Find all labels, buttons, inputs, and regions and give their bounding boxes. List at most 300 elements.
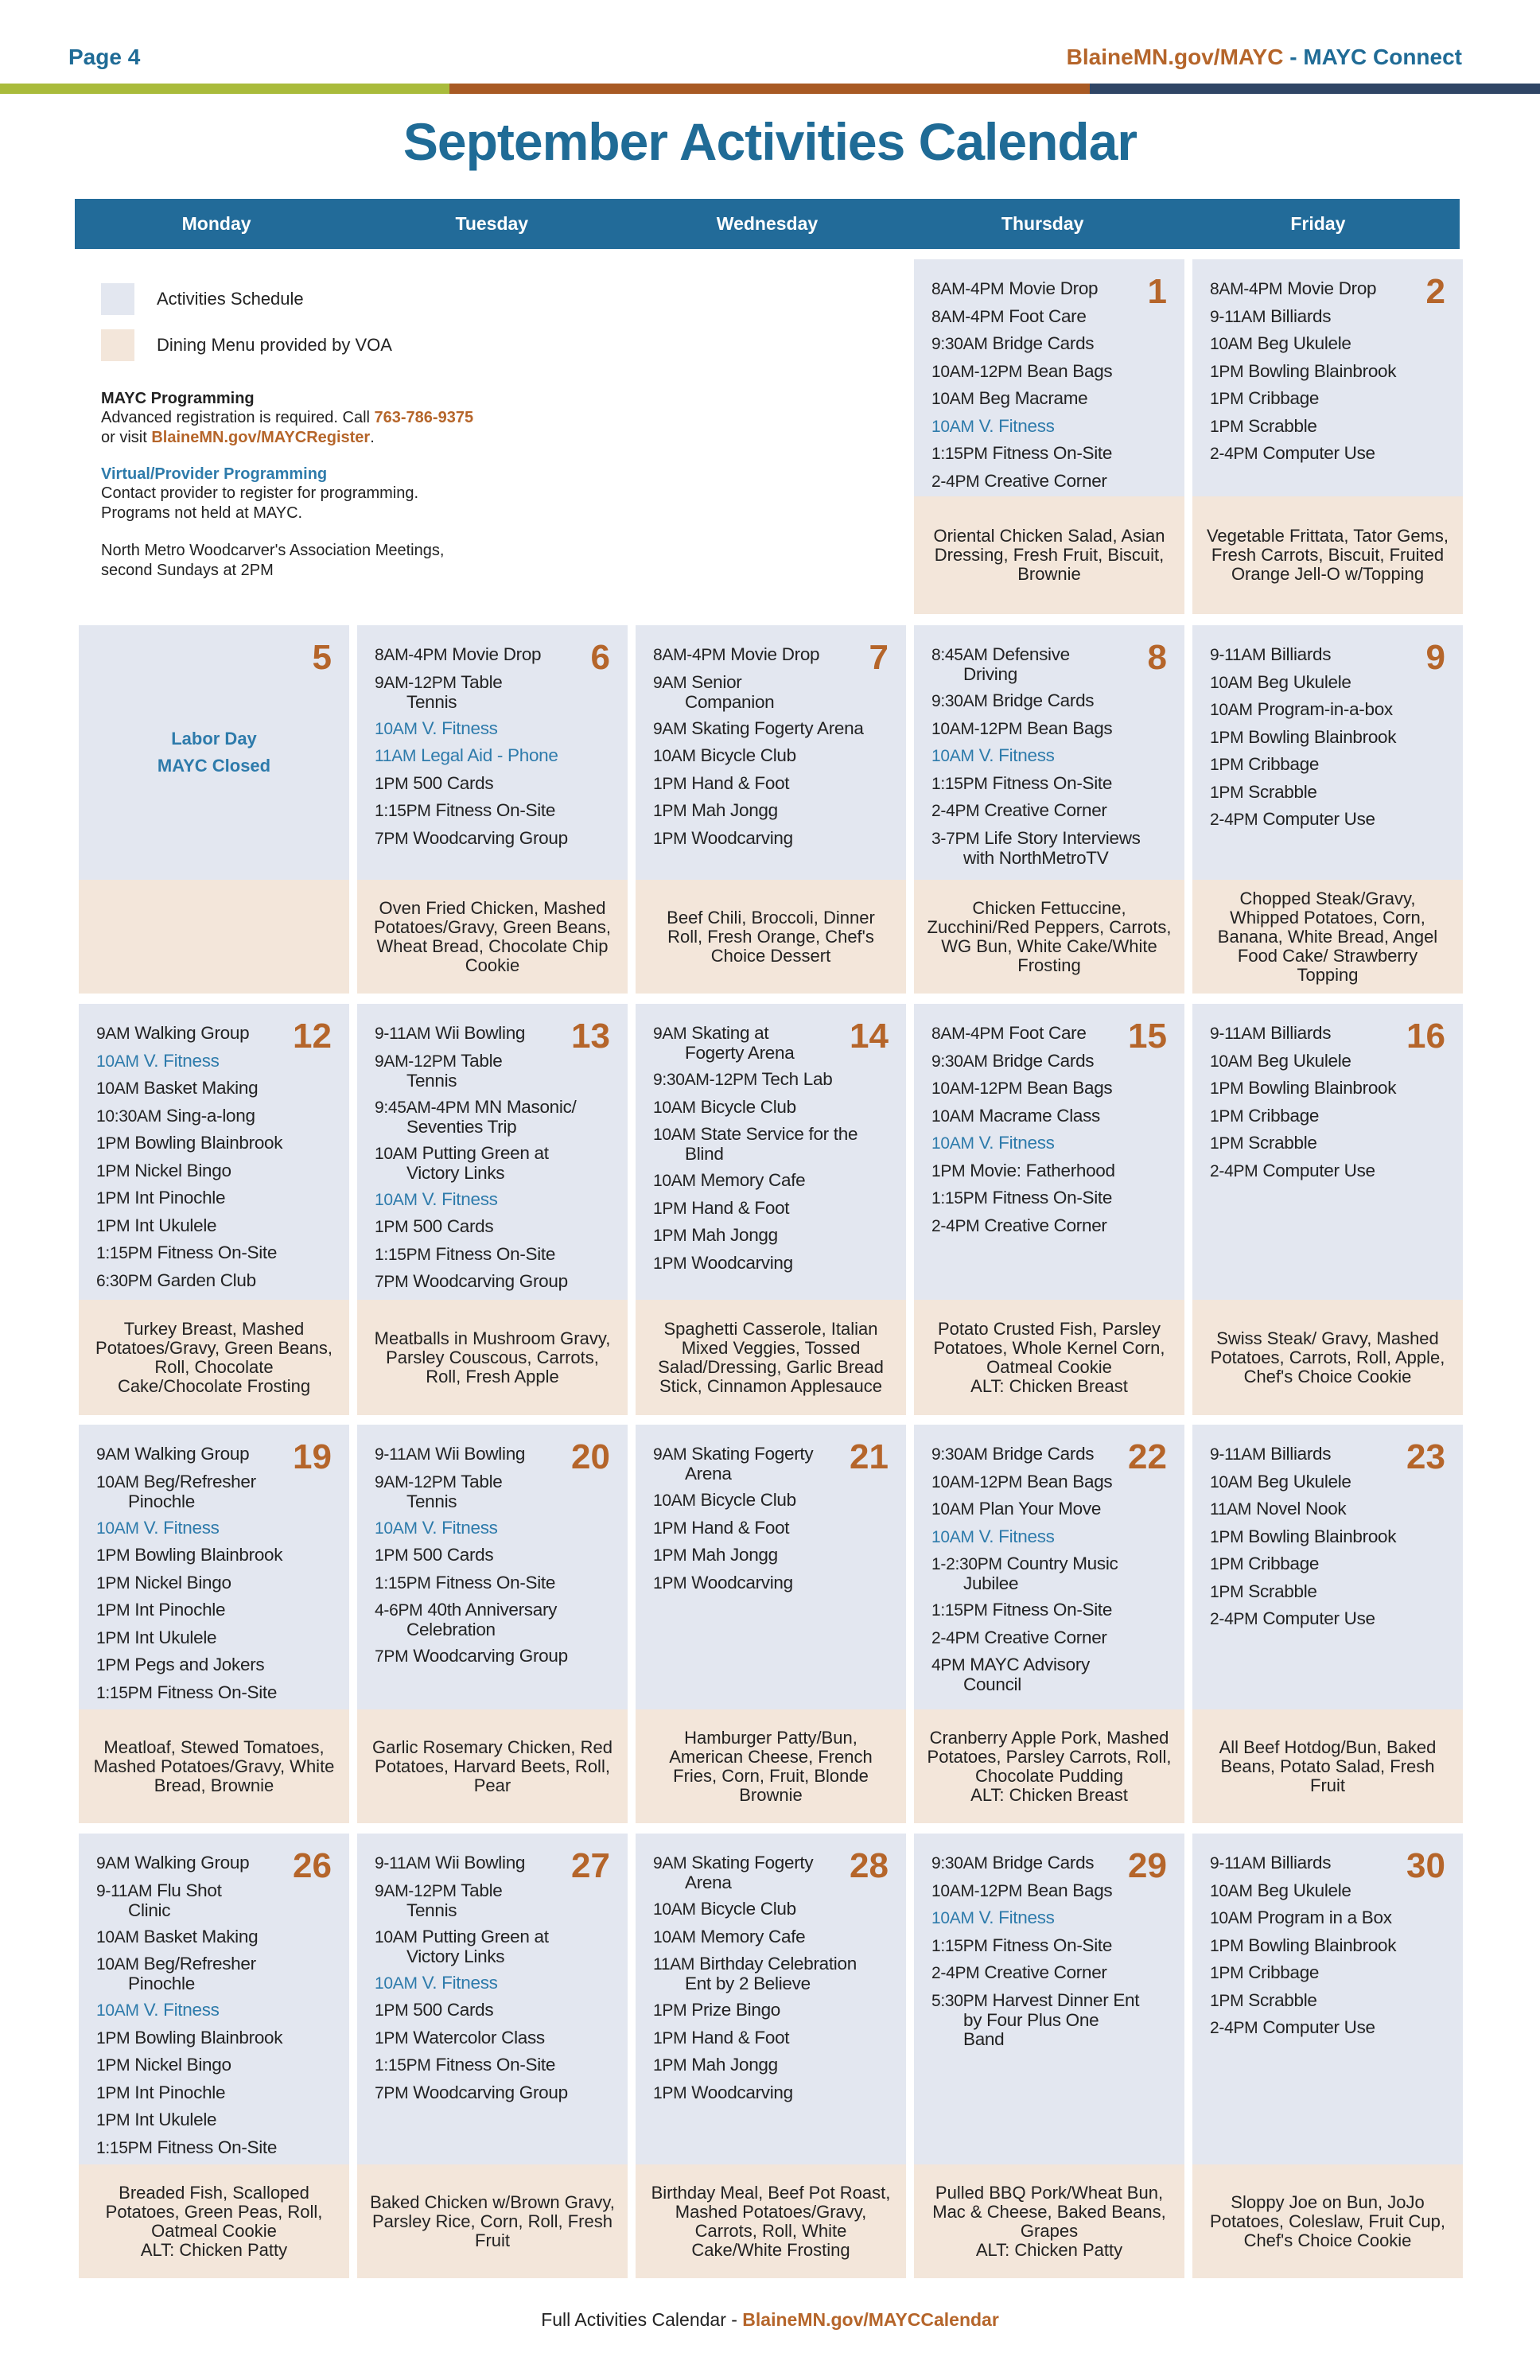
activity-name: Memory Cafe	[700, 1170, 806, 1190]
dining-menu: Garlic Rosemary Chicken, Red Potatoes, Harvard Beets, Roll, Pear	[357, 1709, 628, 1823]
activity-time: 11AM	[375, 747, 417, 765]
virtual-activity	[96, 1515, 332, 1542]
activity-name: Int Ukulele	[134, 1215, 217, 1235]
dining-menu: Meatballs in Mushroom Gravy, Parsley Couscous, Carrots, Roll, Fresh Apple	[357, 1300, 628, 1415]
day-cell	[914, 1834, 1184, 2278]
dining-menu	[79, 880, 349, 994]
activity-name: Wii Bowling	[435, 1023, 526, 1043]
activity-time: 9:30AM	[931, 1052, 988, 1071]
activity-name: Woodcarving	[691, 2082, 793, 2102]
activity-name: Nickel Bingo	[134, 2055, 231, 2075]
activity-name: Computer Use	[1262, 1608, 1375, 1628]
calendar-intro	[79, 259, 906, 614]
activity-item	[931, 1212, 1167, 1240]
activity-item	[931, 1102, 1167, 1130]
dining-menu: Baked Chicken w/Brown Gravy, Parsley Rice, Corn, Roll, Fresh Fruit	[357, 2164, 628, 2278]
activity-item	[931, 1932, 1167, 1960]
activity-name: Billiards	[1270, 1444, 1332, 1464]
activity-item	[375, 1997, 610, 2024]
activity-time: 1-2:30PM	[931, 1555, 1002, 1573]
activity-time: 1PM	[1210, 1134, 1244, 1153]
activity-name: Country Music Jubilee	[963, 1554, 1118, 1593]
activity-time: 2-4PM	[1210, 445, 1258, 463]
activity-time: 10AM	[375, 1519, 418, 1538]
activities-schedule	[79, 1004, 349, 1300]
activity-item	[96, 1239, 332, 1267]
register-link[interactable]: BlaineMN.gov/MAYCRegister	[151, 429, 371, 446]
activity-time: 2-4PM	[1210, 1161, 1258, 1180]
activity-item	[653, 770, 889, 798]
activity-name: Beg Macrame	[978, 388, 1088, 408]
activity-item	[653, 2079, 889, 2107]
day-cell	[636, 1425, 906, 1823]
activity-item	[931, 1651, 1167, 1698]
dining-menu: Hamburger Patty/Bun, American Cheese, French Fries, Corn, Fruit, Blonde Brownie	[636, 1709, 906, 1823]
activity-item	[96, 1542, 332, 1569]
day-number: 30	[1406, 1846, 1445, 1885]
activity-time: 9-11AM	[1210, 646, 1266, 664]
day-number: 21	[850, 1437, 889, 1476]
activity-item	[1210, 1075, 1445, 1102]
activity-item	[1210, 1550, 1445, 1578]
activity-item	[1210, 724, 1445, 752]
activity-name: 40th Anniversary Celebration	[406, 1600, 558, 1639]
activity-time: 6:30PM	[96, 1271, 153, 1290]
activity-name: Computer Use	[1262, 2017, 1375, 2037]
activity-time: 10AM	[96, 1927, 139, 1946]
activity-name: Scrabble	[1248, 1133, 1317, 1153]
activity-time: 1PM	[96, 1546, 130, 1565]
activity-item	[931, 1596, 1167, 1624]
activity-item	[1210, 1157, 1445, 1185]
activity-time: 1PM	[1210, 1991, 1244, 2010]
activity-name: Putting Green at Victory Links	[406, 1142, 549, 1183]
activity-item	[375, 1542, 610, 1569]
activity-name: Creative Corner	[984, 1215, 1107, 1235]
activity-name: Fitness On-Site	[157, 2137, 278, 2157]
activity-time: 1PM	[96, 2056, 130, 2075]
activity-name: Bowling Blainbrook	[134, 1545, 283, 1565]
activity-item	[1210, 358, 1445, 386]
activity-name: Woodcarving Group	[413, 1271, 568, 1291]
activity-time: 9:45AM-4PM	[375, 1098, 470, 1117]
activity-name: V. Fitness	[978, 745, 1055, 765]
activity-name: Beg/Refresher Pinochle	[128, 1471, 256, 1511]
activity-name: Billiards	[1270, 1023, 1332, 1043]
activity-name: Cribbage	[1248, 1105, 1320, 1126]
day-number: 27	[571, 1846, 610, 1885]
activity-item	[1210, 413, 1445, 441]
activity-name: Bowling Blainbrook	[1248, 1078, 1397, 1098]
activity-item	[1210, 330, 1445, 358]
legend-dining	[101, 329, 884, 361]
virtual-activity	[931, 742, 1167, 770]
activity-item	[931, 770, 1167, 798]
activity-time: 10AM	[931, 1106, 974, 1126]
activity-time: 1PM	[1210, 1555, 1244, 1573]
accent-bar-navy	[1090, 84, 1540, 94]
activity-time: 9AM	[653, 1445, 687, 1464]
activity-item	[375, 1923, 610, 1970]
activity-time: 2-4PM	[1210, 2019, 1258, 2037]
activity-name: Fitness On-Site	[992, 443, 1113, 463]
activity-time: 1PM	[653, 802, 687, 820]
activities-schedule	[79, 1834, 349, 2164]
activity-name: Beg Ukulele	[1257, 333, 1351, 353]
activity-item	[375, 1268, 610, 1296]
activity-item	[96, 1596, 332, 1624]
activity-name: Bowling Blainbrook	[1248, 1526, 1397, 1546]
activity-item	[931, 1495, 1167, 1523]
activity-time: 9AM-12PM	[375, 1472, 457, 1491]
activity-item	[931, 1987, 1167, 2052]
activity-item	[96, 2079, 332, 2107]
activity-time: 1PM	[375, 1546, 409, 1565]
activity-item	[1210, 1523, 1445, 1551]
day-number: 29	[1128, 1846, 1167, 1885]
activity-item	[653, 1569, 889, 1597]
activity-item	[1210, 1102, 1445, 1130]
activity-name: Computer Use	[1262, 1160, 1375, 1180]
activity-time: 8:45AM	[931, 646, 988, 664]
activity-time: 10AM	[931, 1527, 974, 1546]
activity-time: 9:30AM	[931, 1854, 988, 1872]
activity-name: Fitness On-Site	[435, 1572, 556, 1592]
activity-time: 2-4PM	[1210, 811, 1258, 829]
activity-name: Fitness On-Site	[435, 2055, 556, 2075]
activity-time: 1:15PM	[375, 802, 431, 820]
activity-time: 2-4PM	[931, 1216, 980, 1235]
activity-item	[653, 1066, 889, 1094]
activity-name: Fitness On-Site	[157, 1242, 278, 1262]
day-number: 2	[1425, 272, 1445, 311]
activity-time: 11AM	[1210, 1500, 1252, 1519]
activity-time: 1PM	[96, 1628, 130, 1647]
activity-item	[96, 1923, 332, 1951]
activity-name: Woodcarving Group	[413, 1646, 568, 1666]
activity-time: 1PM	[1210, 728, 1244, 747]
activity-item	[1210, 385, 1445, 413]
activity-time: 1:15PM	[931, 1936, 988, 1955]
activity-time: 10AM	[96, 1955, 139, 1974]
activity-name: Creative Corner	[984, 470, 1107, 491]
activity-item	[1210, 303, 1445, 331]
activity-name: Movie Drop	[1287, 278, 1377, 298]
activity-time: 1PM	[96, 1161, 130, 1180]
activities-schedule	[914, 1834, 1184, 2164]
day-number: 19	[293, 1437, 332, 1476]
activity-name: Bean Bags	[1026, 1880, 1113, 1900]
activity-name: Int Pinochle	[134, 2082, 226, 2102]
activity-name: Beg Ukulele	[1257, 671, 1351, 692]
text: Contact provider to register for programming.	[101, 484, 419, 502]
activity-name: V. Fitness	[978, 1133, 1055, 1153]
day-cell	[1192, 1425, 1463, 1823]
day-cell	[357, 1425, 628, 1823]
activity-time: 2-4PM	[931, 472, 980, 491]
activity-item	[1210, 1932, 1445, 1960]
activity-time: 9AM-12PM	[375, 673, 457, 692]
activity-time: 9-11AM	[96, 1881, 153, 1900]
activity-name: V. Fitness	[422, 718, 498, 738]
activity-name: Beg Ukulele	[1257, 1471, 1351, 1491]
dining-menu: Chopped Steak/Gravy, Whipped Potatoes, Corn, Banana, White Bread, Angel Food Cake/ Strawberry Topping	[1192, 880, 1463, 994]
activity-item	[653, 1923, 889, 1951]
activity-time: 9-11AM	[1210, 1445, 1266, 1464]
activity-name: Creative Corner	[984, 800, 1107, 820]
activity-item	[931, 687, 1167, 715]
activity-name: Sing-a-long	[165, 1105, 255, 1126]
dining-menu: Oriental Chicken Salad, Asian Dressing, Fresh Fruit, Biscuit, Brownie	[914, 496, 1184, 614]
activity-item	[375, 797, 610, 825]
activity-time: 2-4PM	[931, 1628, 980, 1647]
activity-item	[653, 1997, 889, 2024]
activity-item	[96, 2051, 332, 2079]
activity-time: 1PM	[96, 2028, 130, 2048]
activity-item	[375, 1241, 610, 1269]
activity-name: V. Fitness	[978, 1526, 1055, 1546]
activity-time: 8AM-4PM	[931, 307, 1005, 326]
activity-time: 5:30PM	[931, 1991, 988, 2010]
activity-time: 8AM-4PM	[1210, 280, 1283, 298]
day-cell	[79, 625, 349, 994]
virtual-activity	[931, 1523, 1167, 1551]
activities-schedule	[357, 1834, 628, 2164]
weekday-friday: Friday	[1290, 213, 1346, 234]
activity-time: 10AM	[1210, 1881, 1253, 1900]
activity-item	[96, 1267, 332, 1295]
activity-name: Movie Drop	[730, 644, 820, 664]
activity-time: 1:15PM	[375, 1573, 431, 1592]
day-number: 13	[571, 1017, 610, 1056]
activities-schedule	[357, 1004, 628, 1300]
activity-time: 9-11AM	[1210, 1854, 1266, 1872]
activity-time: 9-11AM	[375, 1445, 431, 1464]
activity-item	[931, 440, 1167, 468]
activity-name: Movie Drop	[1009, 278, 1099, 298]
virtual-activity	[375, 742, 610, 770]
activities-schedule	[1192, 1004, 1463, 1300]
virtual-activity	[375, 715, 610, 743]
activity-time: 9AM	[96, 1854, 130, 1872]
activity-time: 1PM	[375, 1218, 409, 1236]
activity-item	[653, 1094, 889, 1122]
activity-item	[375, 770, 610, 798]
activity-time: 7PM	[375, 829, 409, 848]
activity-time: 7PM	[375, 2083, 409, 2102]
activity-time: 1PM	[96, 1573, 130, 1592]
day-cell	[79, 1425, 349, 1823]
activity-name: Scrabble	[1248, 781, 1317, 802]
activities-schedule	[914, 1425, 1184, 1709]
day-cell	[636, 1004, 906, 1415]
activity-time: 9AM-12PM	[375, 1052, 457, 1071]
activity-name: MN Masonic/ Seventies Trip	[406, 1096, 577, 1137]
activity-name: Computer Use	[1262, 443, 1375, 463]
legend-swatch-activities	[101, 283, 134, 315]
activity-time: 1PM	[931, 1161, 966, 1180]
activity-name: Walking Group	[134, 1023, 250, 1043]
activity-name: Walking Group	[134, 1853, 250, 1872]
activity-time: 1PM	[1210, 1527, 1244, 1546]
activity-time: 10AM	[653, 1491, 696, 1510]
activity-name: Woodcarving Group	[413, 2082, 568, 2102]
activity-item	[375, 1094, 610, 1140]
activity-time: 1PM	[653, 1227, 687, 1245]
footer-calendar-link[interactable]: BlaineMN.gov/MAYCCalendar	[742, 2309, 999, 2330]
activity-name: Skating at Fogerty Arena	[685, 1023, 795, 1063]
activity-name: Foot Care	[1009, 1023, 1087, 1043]
activity-time: 2-4PM	[931, 1964, 980, 1982]
activity-item	[653, 641, 889, 669]
dining-menu: Beef Chili, Broccoli, Dinner Roll, Fresh Orange, Chef's Choice Dessert	[636, 880, 906, 994]
dining-menu: Cranberry Apple Pork, Mashed Potatoes, Parsley Carrots, Roll, Chocolate Pudding ALT: Chicken Breast	[914, 1709, 1184, 1823]
activity-item	[653, 1121, 889, 1167]
activity-time: 9:30AM-12PM	[653, 1071, 757, 1089]
activity-time: 10AM	[931, 1134, 974, 1153]
activity-item	[931, 1550, 1167, 1596]
day-cell	[1192, 259, 1463, 614]
activity-item	[653, 1515, 889, 1542]
activity-time: 1PM	[653, 2083, 687, 2102]
activity-name: Movie: Fatherhood	[970, 1160, 1115, 1180]
activity-time: 10AM-12PM	[931, 1881, 1023, 1900]
day-cell	[79, 1004, 349, 1415]
activity-time: 1:15PM	[931, 1601, 988, 1620]
activity-item	[931, 275, 1167, 303]
activity-item	[931, 1959, 1167, 1987]
activity-name: V. Fitness	[143, 2000, 220, 2020]
legend-label: Activities Schedule	[157, 289, 304, 309]
phone-link[interactable]: 763-786-9375	[374, 409, 474, 426]
day-number: 23	[1406, 1437, 1445, 1476]
activity-name: Cribbage	[1248, 388, 1320, 408]
activity-name: Hand & Foot	[691, 1517, 790, 1538]
activity-item	[96, 2134, 332, 2162]
virtual-text	[101, 484, 884, 523]
activity-name: Defensive Driving	[963, 644, 1070, 684]
activity-time: 1PM	[96, 1134, 130, 1153]
activity-item	[1210, 806, 1445, 834]
activity-name: Beg Ukulele	[1257, 1050, 1351, 1071]
activity-time: 9-11AM	[375, 1025, 431, 1043]
activity-time: 9AM	[96, 1445, 130, 1464]
site-link[interactable]: BlaineMN.gov/MAYC	[1066, 45, 1284, 69]
activity-name: Skating Fogerty Arena	[685, 1444, 814, 1484]
activity-name: Fitness On-Site	[992, 772, 1113, 793]
activity-name: Woodcarving	[691, 827, 793, 848]
activity-time: 10AM	[375, 719, 418, 738]
activity-name: Bean Bags	[1026, 1471, 1113, 1491]
activity-name: Senior Companion	[685, 671, 775, 712]
activity-item	[931, 641, 1167, 687]
activity-time: 9-11AM	[1210, 307, 1266, 326]
activity-name: Wii Bowling	[435, 1853, 526, 1872]
text: Advanced registration is required. Call	[101, 409, 375, 426]
day-number: 9	[1425, 638, 1445, 677]
text: second Sundays at 2PM	[101, 562, 274, 579]
activity-name: Int Pinochle	[134, 1600, 226, 1620]
activity-time: 1PM	[653, 2001, 687, 2020]
activity-time: 1PM	[653, 774, 687, 793]
activity-time: 7PM	[375, 1647, 409, 1666]
activity-name: Table Tennis	[406, 671, 503, 712]
activity-name: V. Fitness	[143, 1050, 220, 1071]
activity-name: Mah Jongg	[691, 1225, 778, 1245]
activity-time: 10AM	[1210, 335, 1253, 353]
activity-name: Bicycle Club	[700, 1096, 796, 1117]
activity-time: 3-7PM	[931, 829, 980, 848]
activity-name: Wii Bowling	[435, 1444, 526, 1464]
activity-item	[653, 1896, 889, 1923]
day-number: 26	[293, 1846, 332, 1885]
closure-note-line: Labor Day	[171, 729, 257, 749]
calendar-week	[79, 1425, 1463, 1823]
activity-name: 500 Cards	[413, 2000, 494, 2020]
weekday-monday: Monday	[181, 213, 251, 234]
virtual-activity	[375, 1186, 610, 1214]
activity-name: Bean Bags	[1026, 1078, 1113, 1098]
activity-time: 10AM	[375, 1190, 418, 1209]
activity-item	[1210, 1959, 1445, 1987]
activity-item	[375, 2024, 610, 2052]
activity-time: 1:15PM	[96, 1244, 153, 1262]
activity-time: 1:15PM	[931, 445, 988, 463]
footer-label: Full Activities Calendar -	[541, 2309, 743, 2330]
dining-menu: Potato Crusted Fish, Parsley Potatoes, Whole Kernel Corn, Oatmeal Cookie ALT: Chicken Breast	[914, 1300, 1184, 1415]
activities-schedule	[914, 259, 1184, 496]
weekday-thursday: Thursday	[1001, 213, 1084, 234]
activity-name: Skating Fogerty Arena	[685, 1853, 814, 1892]
activity-time: 8AM-4PM	[931, 280, 1005, 298]
activity-name: Int Ukulele	[134, 2110, 217, 2129]
activities-schedule	[636, 1834, 906, 2164]
activity-time: 1PM	[96, 1601, 130, 1620]
closure-note-line: MAYC Closed	[157, 756, 271, 776]
calendar-week	[79, 1834, 1463, 2278]
dining-menu: Sloppy Joe on Bun, JoJo Potatoes, Coleslaw, Fruit Cup, Chef's Choice Cookie	[1192, 2164, 1463, 2278]
activities-schedule	[79, 625, 349, 880]
activity-name: Nickel Bingo	[134, 1160, 231, 1180]
activity-item	[1210, 751, 1445, 779]
activity-name: Bicycle Club	[700, 745, 796, 765]
activity-time: 10AM	[931, 747, 974, 765]
activity-item	[375, 641, 610, 669]
day-number: 1	[1147, 272, 1167, 311]
activity-item	[653, 825, 889, 853]
activity-name: Skating Fogerty Arena	[691, 718, 864, 738]
activity-time: 1:15PM	[375, 1245, 431, 1264]
weekday-tuesday: Tuesday	[455, 213, 529, 234]
activity-time: 10AM	[653, 747, 696, 765]
activity-time: 1PM	[96, 1216, 130, 1235]
activity-time: 9AM	[653, 673, 687, 692]
activity-name: Bridge Cards	[992, 690, 1095, 710]
activity-name: Woodcarving	[691, 1572, 793, 1592]
activity-time: 1:15PM	[96, 2138, 153, 2157]
day-number: 5	[312, 638, 332, 677]
activity-item	[1210, 779, 1445, 807]
activity-name: Harvest Dinner Ent by Four Plus One Band	[963, 1989, 1140, 2049]
activity-time: 10AM	[653, 1900, 696, 1919]
day-number: 7	[869, 638, 889, 677]
activity-time: 1PM	[96, 2111, 130, 2129]
dining-menu: Spaghetti Casserole, Italian Mixed Veggies, Tossed Salad/Dressing, Garlic Bread Stick, Cinnamon Applesauce	[636, 1300, 906, 1415]
activity-name: Basket Making	[143, 1078, 259, 1098]
dining-menu: All Beef Hotdog/Bun, Baked Beans, Potato Salad, Fresh Fruit	[1192, 1709, 1463, 1823]
activity-time: 1PM	[96, 2083, 130, 2102]
activity-item	[375, 669, 610, 715]
